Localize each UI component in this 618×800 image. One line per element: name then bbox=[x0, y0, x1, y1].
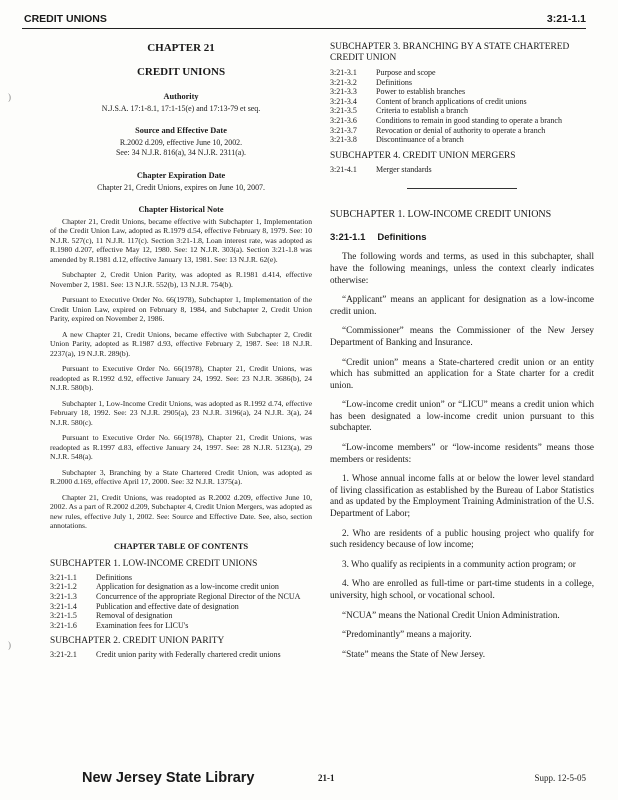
source-line: See: 34 N.J.R. 816(a), 34 N.J.R. 2311(a). bbox=[116, 148, 246, 158]
toc-item bbox=[330, 87, 594, 97]
authority-text: N.J.S.A. 17:1-8.1, 17:1-15(e) and 17:13-79 et seq. bbox=[101, 104, 261, 113]
toc-item-number: 3:21-1.2 bbox=[50, 582, 77, 592]
toc-item bbox=[330, 116, 594, 126]
toc-item-number: 3:21-3.6 bbox=[330, 115, 357, 125]
definition-paragraph: “NCUA” means the National Credit Union Administration. bbox=[342, 609, 560, 620]
toc-item bbox=[50, 611, 312, 621]
toc-item-title: Discontinuance of a branch bbox=[376, 135, 464, 145]
toc-item-title: Publication and effective date of designation bbox=[96, 601, 239, 611]
toc-item-title: Power to establish branches bbox=[376, 87, 466, 97]
toc-item-number: 3:21-3.7 bbox=[330, 125, 357, 135]
page-footer bbox=[0, 771, 618, 787]
definition-paragraph: “Applicant” means an applicant for designation as a low-income credit union. bbox=[330, 294, 594, 316]
toc-item-title: Merger standards bbox=[376, 164, 432, 174]
toc-item-title: Definitions bbox=[96, 572, 132, 582]
toc-list bbox=[50, 650, 312, 660]
toc-item-title: Removal of designation bbox=[96, 611, 173, 621]
toc-item-title: Definitions bbox=[376, 77, 412, 87]
toc-item bbox=[50, 592, 312, 602]
definition-paragraph: “Low-income credit union” or “LICU” means a credit union which has been designated a low-income credit union pursuant to this subchapter. bbox=[330, 399, 594, 433]
toc-item-number: 3:21-3.8 bbox=[330, 135, 357, 145]
toc-item bbox=[50, 621, 312, 631]
history-paragraph: Pursuant to Executive Order No. 66(1978), Chapter 21, Credit Unions, was readopted as R.1992 d.92, effective January 24, 1992. See: 23 N.J.R. 3686(b), 24 N.J.R. 580(b). bbox=[50, 364, 312, 393]
toc-list bbox=[330, 68, 594, 145]
toc-item bbox=[50, 602, 312, 612]
section-heading bbox=[330, 232, 594, 243]
page-number: 21-1 bbox=[318, 773, 335, 783]
chapter-number: CHAPTER 21 bbox=[147, 42, 215, 54]
toc-item bbox=[50, 650, 312, 660]
toc-item bbox=[330, 68, 594, 78]
toc-item-title: Revocation or denial of authority to operate a branch bbox=[376, 125, 546, 135]
toc-subchapter-title: SUBCHAPTER 2. CREDIT UNION PARITY bbox=[50, 636, 225, 647]
definition-paragraph: 4. Who are enrolled as full-time or part-time students in a college, university, high school, or vocational school. bbox=[330, 578, 594, 600]
history-paragraph: Subchapter 2, Credit Union Parity, was adopted as R.1981 d.414, effective November 2, 1981. See: 13 N.J.R. 552(b), 13 N.J.R. 754(b). bbox=[50, 270, 312, 289]
authority-heading: Authority bbox=[163, 92, 199, 101]
toc-list bbox=[330, 165, 594, 175]
header-section-number: 3:21-1.1 bbox=[546, 13, 586, 25]
toc-subchapter-title: SUBCHAPTER 4. CREDIT UNION MERGERS bbox=[330, 150, 516, 161]
toc-list bbox=[50, 573, 312, 631]
toc-item-title: Purpose and scope bbox=[376, 68, 436, 77]
left-column bbox=[50, 42, 312, 666]
definition-paragraph: 2. Who are residents of a public housing project who qualify for such residency because of low income; bbox=[330, 527, 594, 550]
definition-paragraph: “Low-income members” or “low-income residents” means those members or residents: bbox=[330, 442, 594, 464]
toc-subchapter-title: SUBCHAPTER 1. LOW-INCOME CREDIT UNIONS bbox=[50, 558, 258, 569]
toc-item-title: Credit union parity with Federally chartered credit unions bbox=[96, 650, 281, 660]
toc-heading: CHAPTER TABLE OF CONTENTS bbox=[113, 540, 249, 551]
toc-item-title: Content of branch applications of credit unions bbox=[376, 96, 527, 106]
history-paragraph: Pursuant to Executive Order No. 66(1978), Subchapter 1, Implementation of the Credit Union Law, expired on February 8, 1984, and Subchapter 2, Credit Union Parity, expired on November 2, 1986. bbox=[50, 295, 312, 324]
toc-item bbox=[330, 126, 594, 136]
toc-item-title: Examination fees for LICU's bbox=[96, 620, 189, 630]
definition-paragraph: “Predominantly” means a majority. bbox=[342, 629, 472, 640]
history-paragraph: A new Chapter 21, Credit Unions, became effective with Subchapter 2, Credit Union Parity, adopted as R.1987 d.93, effective February 2, 1987. See: 18 N.J.R. 2237(a), 19 N.J.R. 289(b). bbox=[50, 329, 312, 358]
toc-item-title: Application for designation as a low-income credit union bbox=[96, 582, 279, 592]
toc-item-number: 3:21-4.1 bbox=[330, 164, 357, 174]
margin-mark: ) bbox=[8, 640, 11, 650]
toc-item-number: 3:21-1.1 bbox=[50, 572, 77, 582]
expiration-text: Chapter 21, Credit Unions, expires on June 10, 2007. bbox=[97, 182, 265, 192]
history-paragraph: Pursuant to Executive Order No. 66(1978), Chapter 21, Credit Unions, was readopted as R.1997 d.83, effective January 24, 1997. See: 28 N.J.R. 5123(a), 29 N.J.R. 548(a). bbox=[50, 433, 312, 462]
toc-item-number: 3:21-3.2 bbox=[330, 77, 357, 87]
toc-item bbox=[330, 78, 594, 88]
expiration-heading: Chapter Expiration Date bbox=[136, 170, 226, 180]
toc-subchapter-title: SUBCHAPTER 3. BRANCHING BY A STATE CHARTERED CREDIT UNION bbox=[330, 42, 570, 63]
toc-item-number: 3:21-1.4 bbox=[50, 601, 77, 611]
history-paragraph: Chapter 21, Credit Unions, became effective with Subchapter 1, Implementation of the Credit Union Law, adopted as R.1979 d.54, effective February 8, 1979. See: 10 N.J.R. 527(c), 11 N.J.R. 117(c). Section 3:21-1.8, Loan interest rate, was adopted as R.1980 d.207, effective May 12, 1980. See: 12 N.J.R. 303(a). Section 3:21-1.8 was amended by R.1981 d.12, effective January 13, 1981. See: 13 N.J.R. 62(e). bbox=[50, 216, 312, 264]
header-chapter-title: CREDIT UNIONS bbox=[24, 13, 107, 25]
divider bbox=[407, 188, 517, 189]
toc-item-number: 3:21-3.5 bbox=[330, 106, 357, 116]
toc-item bbox=[50, 573, 312, 583]
toc-item bbox=[330, 135, 594, 145]
chapter-title: CREDIT UNIONS bbox=[136, 66, 226, 78]
history-paragraph: Chapter 21, Credit Unions, was readopted as R.2002 d.209, effective June 10, 2002. As a part of R.2002 d.209, Subchapter 4, Credit Union Mergers, was adopted as new rules, effective July 1, 2002. See: Source and Effective Date. See, also, section annotations. bbox=[50, 492, 312, 531]
definition-paragraph: 3. Who qualify as recipients in a community action program; or bbox=[342, 558, 576, 569]
source-heading: Source and Effective Date bbox=[135, 126, 227, 136]
running-header bbox=[22, 12, 586, 29]
toc-item-number: 3:21-1.6 bbox=[50, 620, 77, 630]
history-heading: Chapter Historical Note bbox=[138, 204, 224, 214]
section-title: Definitions bbox=[377, 232, 427, 244]
section-number: 3:21-1.1 bbox=[330, 232, 366, 244]
subchapter-title: SUBCHAPTER 1. LOW-INCOME CREDIT UNIONS bbox=[330, 209, 552, 221]
toc-item-number: 3:21-2.1 bbox=[50, 650, 77, 660]
toc-item bbox=[50, 582, 312, 592]
history-paragraph: Subchapter 3, Branching by a State Chartered Credit Union, was adopted as R.2000 d.169, effective April 17, 2000. See: 32 N.J.R. 1375(a). bbox=[50, 467, 312, 487]
toc-item-number: 3:21-1.5 bbox=[50, 611, 77, 621]
definition-paragraph: The following words and terms, as used in this subchapter, shall have the following meanings, unless the context clearly indicates otherwise: bbox=[330, 251, 594, 285]
toc-item-title: Conditions to remain in good standing to operate a branch bbox=[376, 115, 562, 125]
toc-item bbox=[330, 97, 594, 107]
toc-item-number: 3:21-3.3 bbox=[330, 87, 357, 97]
history-paragraph: Subchapter 1, Low-Income Credit Unions, was adopted as R.1992 d.74, effective February 18, 1992. See: 23 N.J.R. 2905(a), 23 N.J.R. 3196(a), 24 N.J.R. 3(a), 24 N.J.R. 580(c). bbox=[50, 398, 312, 427]
definition-paragraph: “State” means the State of New Jersey. bbox=[342, 648, 486, 659]
right-column bbox=[330, 42, 594, 668]
toc-item-title: Concurrence of the appropriate Regional Director of the NCUA bbox=[96, 592, 301, 601]
source-line: R.2002 d.209, effective June 10, 2002. bbox=[119, 138, 243, 148]
toc-item-number: 3:21-1.3 bbox=[50, 592, 77, 601]
library-watermark: New Jersey State Library bbox=[82, 770, 255, 786]
definition-paragraph: 1. Whose annual income falls at or below the lower level standard of living classification as established by the Bureau of Labor Statistics and as updated by the Employment Training Administration of the U.S. Department of Labor; bbox=[330, 473, 594, 519]
definition-paragraph: “Commissioner” means the Commissioner of the New Jersey Department of Banking and Insurance. bbox=[330, 325, 594, 347]
toc-item-title: Criteria to establish a branch bbox=[376, 106, 468, 116]
toc-item bbox=[330, 106, 594, 116]
toc-item-number: 3:21-3.1 bbox=[330, 68, 357, 77]
supplement-date: Supp. 12-5-05 bbox=[534, 773, 586, 783]
toc-item-number: 3:21-3.4 bbox=[330, 96, 357, 106]
toc-item bbox=[330, 165, 594, 175]
margin-mark: ) bbox=[8, 92, 11, 102]
definition-paragraph: “Credit union” means a State-chartered credit union or an entity which has submitted an application for a State charter for a credit union. bbox=[330, 356, 594, 390]
